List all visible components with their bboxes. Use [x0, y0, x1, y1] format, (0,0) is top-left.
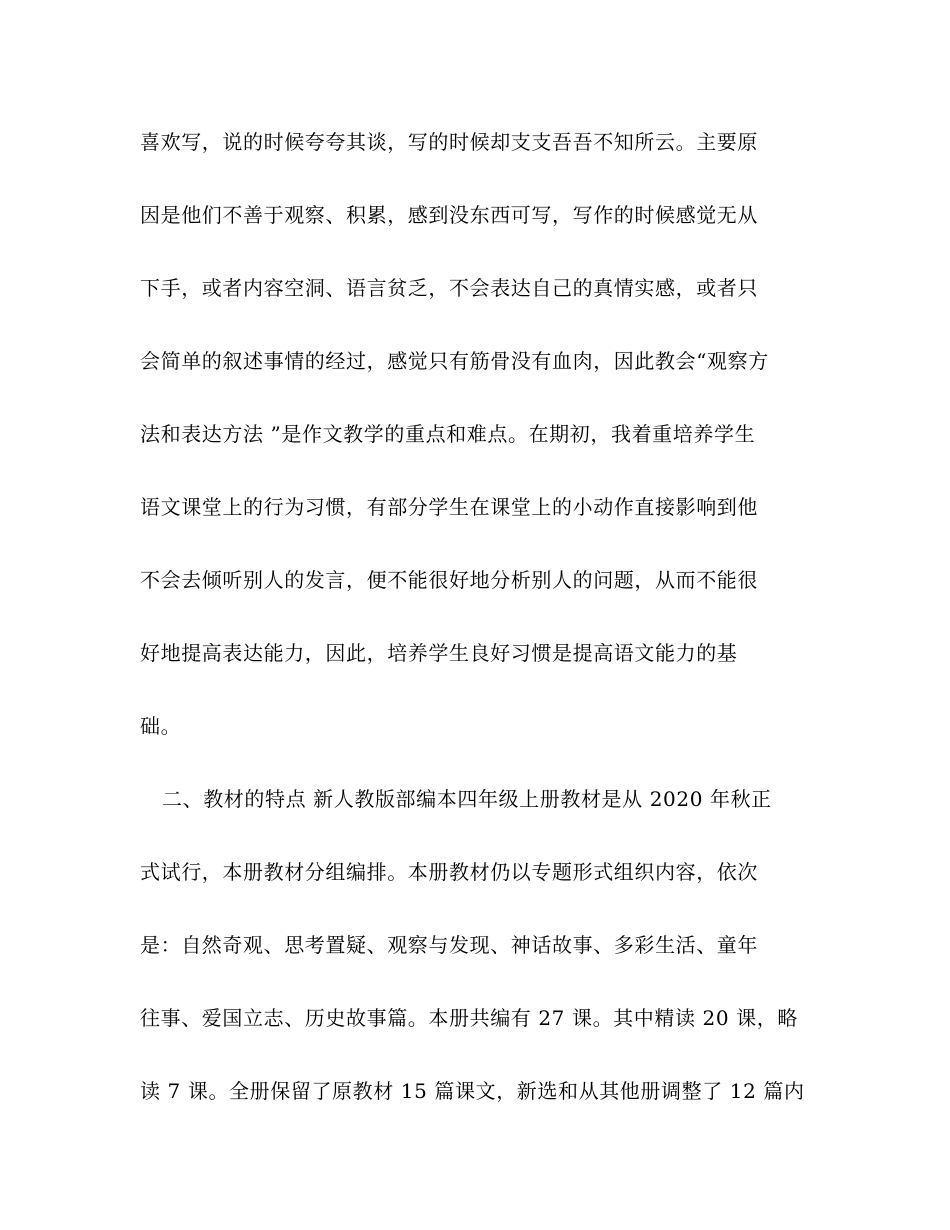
text-line: 读 7 课。全册保留了原教材 15 篇课文，新选和从其他册调整了 12 篇内	[140, 1079, 805, 1103]
text-line: 式试行，本册教材分组编排。本册教材仍以专题形式组织内容，依次	[140, 860, 758, 884]
text-line: 下手，或者内容空洞、语言贫乏，不会表达自己的真情实感，或者只	[140, 276, 758, 300]
text-line: 因是他们不善于观察、积累，感到没东西可写，写作的时候感觉无从	[140, 203, 758, 227]
text-line: 喜欢写，说的时候夸夸其谈，写的时候却支支吾吾不知所云。主要原	[140, 130, 758, 154]
text-line: 会简单的叙述事情的经过，感觉只有筋骨没有血肉，因此教会“观察方	[140, 349, 769, 373]
text-line: 不会去倾听别人的发言，便不能很好地分析别人的问题，从而不能很	[140, 568, 758, 592]
text-line: 好地提高表达能力，因此，培养学生良好习惯是提高语文能力的基	[140, 641, 738, 665]
section-heading-line: 二、教材的特点 新人教版部编本四年级上册教材是从 2020 年秋正	[162, 787, 772, 811]
body-text	[140, 120, 820, 1142]
text-line: 语文课堂上的行为习惯，有部分学生在课堂上的小动作直接影响到他	[140, 495, 758, 519]
text-line: 是：自然奇观、思考置疑、观察与发现、神话故事、多彩生活、童年	[140, 933, 758, 957]
text-line: 往事、爱国立志、历史故事篇。本册共编有 27 课。其中精读 20 课，略	[140, 1006, 798, 1030]
text-line: 础。	[140, 714, 182, 738]
text-line: 法和表达方法 ”是作文教学的重点和难点。在期初，我着重培养学生	[140, 422, 756, 446]
